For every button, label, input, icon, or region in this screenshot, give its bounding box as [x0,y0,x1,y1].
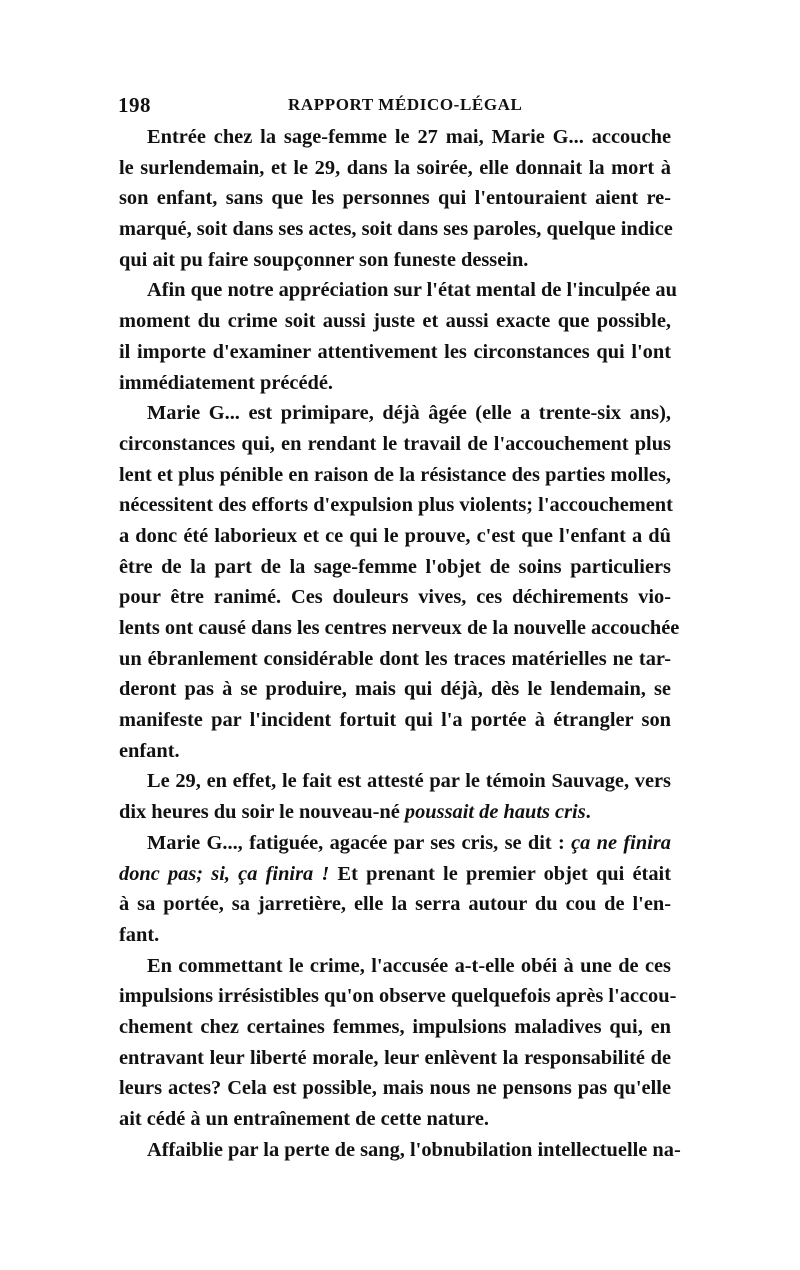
text-line: à sa portée, sa jarretière, elle la serra autour du cou de l'en- [119,893,671,916]
text-line: le surlendemain, et le 29, dans la soirée, elle donnait la mort à [119,156,671,179]
paragraph [119,828,671,951]
text-line: leurs actes? Cela est possible, mais nous ne pensons pas qu'elle [119,1077,671,1100]
text-line: enfant. [119,739,180,762]
text-line: être de la part de la sage-femme l'objet de soins particuliers [119,555,671,578]
text-segment: Marie G..., fatiguée, agacée par ses cris, se dit : [147,831,572,854]
text-line [119,828,671,859]
text-line: il importe d'examiner attentivement les circonstances qui l'ont [119,340,671,363]
text-line: manifeste par l'incident fortuit qui l'a portée à étrangler son [119,709,671,732]
page-number: 198 [118,93,151,117]
text-line: Le 29, en effet, le fait est attesté par le témoin Sauvage, vers [147,770,671,793]
running-head [118,93,678,121]
paragraph [119,951,677,1135]
text-line: Affaiblie par la perte de sang, l'obnubilation intellectuelle na- [147,1138,681,1161]
paragraph [119,275,677,398]
text-line: impulsions irrésistibles qu'on observe quelquefois après l'accou- [119,985,677,1008]
text-line: pour être ranimé. Ces douleurs vives, ces déchirements vio- [119,586,671,609]
text-line: son enfant, sans que les personnes qui l'entouraient aient re- [119,187,671,210]
text-line [119,797,671,828]
text-line: fant. [119,923,160,946]
text-segment: Et prenant le premier objet qui était [329,862,671,885]
paragraph [119,122,671,275]
text-line: chement chez certaines femmes, impulsions maladives qui, en [119,1015,671,1038]
paragraph [119,1135,681,1166]
text-segment: dix heures du soir le nouveau-né [119,801,405,824]
text-line: marqué, soit dans ses actes, soit dans ses paroles, quelque indice [119,218,673,241]
text-line: deront pas à se produire, mais qui déjà, dès le lendemain, se [119,678,671,701]
text-line: immédiatement précédé. [119,371,334,394]
text-segment: . [585,801,591,824]
text-line: entravant leur liberté morale, leur enlèvent la responsabilité de [119,1046,671,1069]
text-line: un ébranlement considérable dont les traces matérielles ne tar- [119,647,671,670]
text-line: Afin que notre appréciation sur l'état mental de l'inculpée au [147,279,677,302]
text-line: a donc été laborieux et ce qui le prouve, c'est que l'enfant a dû [119,524,671,547]
text-line: nécessitent des efforts d'expulsion plus violents; l'accouchement [119,494,673,517]
italic-text: donc pas; si, ça finira ! [119,862,330,885]
italic-text: ça ne finira [571,831,671,854]
text-line: lents ont causé dans les centres nerveux de la nouvelle accouchée [119,617,680,639]
text-line: En commettant le crime, l'accusée a-t-elle obéi à une de ces [147,954,671,977]
text-line: qui ait pu faire soupçonner son funeste dessein. [119,248,529,271]
body-text [119,122,681,1165]
paragraph [119,766,671,827]
text-line: circonstances qui, en rendant le travail de l'accouchement plus [119,432,671,455]
text-line: lent et plus pénible en raison de la résistance des parties molles, [119,463,671,486]
text-line: Entrée chez la sage-femme le 27 mai, Marie G... accouche [147,126,671,148]
paragraph [119,398,680,766]
italic-text: poussait de hauts cris [404,801,586,824]
text-line [119,859,671,890]
running-title: RAPPORT MÉDICO-LÉGAL [288,95,523,114]
text-line: moment du crime soit aussi juste et aussi exacte que possible, [119,310,671,333]
text-line: Marie G... est primipare, déjà âgée (elle a trente-six ans), [147,402,671,425]
text-line: ait cédé à un entraînement de cette nature. [119,1108,489,1130]
